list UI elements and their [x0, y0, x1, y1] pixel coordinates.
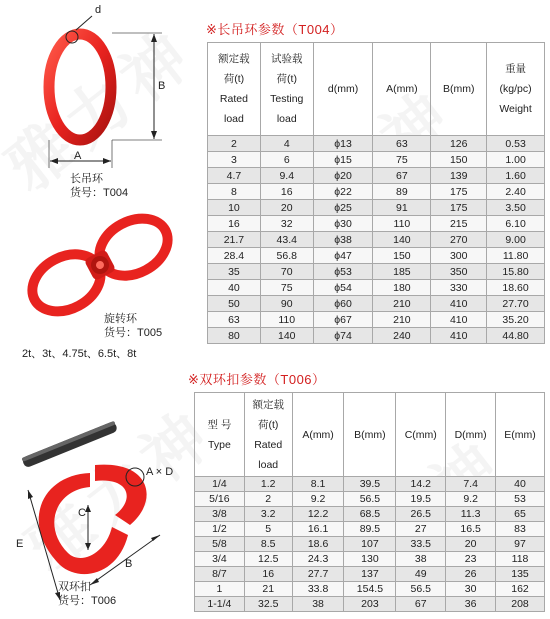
dim-label-b2: B	[125, 558, 133, 570]
t004-cell: 270	[431, 232, 487, 248]
t006-cell: 12.5	[244, 552, 292, 567]
t006-cell: 16.1	[292, 522, 344, 537]
t004-cell: 35	[208, 264, 261, 280]
t004-cell: 410	[431, 312, 487, 328]
t004-cell: ϕ22	[313, 184, 373, 200]
t004-cell: ϕ60	[313, 296, 373, 312]
t004-cell: 3	[208, 152, 261, 168]
t006-title: ※双环扣参数（T006）	[188, 372, 326, 387]
t004-table-row	[208, 136, 545, 152]
t004-cell: 150	[373, 248, 431, 264]
t004-cell: 410	[431, 328, 487, 344]
dim-label-d: d	[95, 4, 102, 16]
t006-header-cell: 额定载 荷(t) Rated load	[244, 393, 292, 477]
swivel-name: 旋转环	[104, 313, 137, 325]
t004-cell: 35.20	[487, 312, 545, 328]
swivel-code: 货号：T005	[104, 327, 163, 339]
t006-cell: 30	[446, 582, 496, 597]
t006-cell: 11.3	[446, 507, 496, 522]
dim-label-e: E	[16, 538, 24, 550]
t004-cell: 21.7	[208, 232, 261, 248]
t006-cell: 23	[446, 552, 496, 567]
t004-cell: 126	[431, 136, 487, 152]
t006-cell: 83	[496, 522, 545, 537]
t006-cell: 38	[292, 597, 344, 612]
t004-table-row	[208, 232, 545, 248]
t004-cell: ϕ38	[313, 232, 373, 248]
t004-cell: 0.53	[487, 136, 545, 152]
t006-cell: 32.5	[244, 597, 292, 612]
pin-shape	[21, 421, 118, 469]
t004-cell: 2	[208, 136, 261, 152]
t004-table-row	[208, 248, 545, 264]
double-ring-name: 双环扣	[58, 581, 91, 593]
t006-cell: 27.7	[292, 567, 344, 582]
t004-cell: 180	[373, 280, 431, 296]
dim-label-c: C	[78, 507, 86, 519]
t004-cell: 6.10	[487, 216, 545, 232]
t006-cell: 56.5	[344, 492, 396, 507]
t004-cell: 330	[431, 280, 487, 296]
t004-cell: 6	[260, 152, 313, 168]
t004-cell: 210	[373, 312, 431, 328]
t006-table-row	[195, 507, 545, 522]
t006-table-row	[195, 522, 545, 537]
t004-cell: 240	[373, 328, 431, 344]
t004-header-cell: 额定载 荷(t) Rated load	[208, 43, 261, 136]
t006-cell: 56.5	[396, 582, 446, 597]
t006-cell: 12.2	[292, 507, 344, 522]
t006-header-cell: D(mm)	[446, 393, 496, 477]
t006-cell: 8/7	[195, 567, 245, 582]
t006-cell: 1/4	[195, 477, 245, 492]
t006-cell: 26.5	[396, 507, 446, 522]
t004-header-cell: 试验载 荷(t) Testing load	[260, 43, 313, 136]
t004-header-cell: A(mm)	[373, 43, 431, 136]
t004-cell: 11.80	[487, 248, 545, 264]
t006-cell: 14.2	[396, 477, 446, 492]
t006-cell: 20	[446, 537, 496, 552]
t004-header-cell: 重量 (kg/pc) Weight	[487, 43, 545, 136]
t006-cell: 39.5	[344, 477, 396, 492]
t004-cell: 75	[260, 280, 313, 296]
t006-cell: 1.2	[244, 477, 292, 492]
t006-cell: 27	[396, 522, 446, 537]
t004-cell: 67	[373, 168, 431, 184]
t006-cell: 49	[396, 567, 446, 582]
t006-spec-table	[194, 392, 545, 612]
t006-cell: 1-1/4	[195, 597, 245, 612]
t004-cell: 15.80	[487, 264, 545, 280]
t006-cell: 9.2	[292, 492, 344, 507]
t006-cell: 33.8	[292, 582, 344, 597]
t006-cell: 68.5	[344, 507, 396, 522]
t006-header-cell: B(mm)	[344, 393, 396, 477]
t004-cell: 63	[373, 136, 431, 152]
t004-cell: ϕ54	[313, 280, 373, 296]
t004-cell: 10	[208, 200, 261, 216]
long-ring-code: 货号：T004	[70, 187, 129, 199]
t006-table-row	[195, 477, 545, 492]
t006-cell: 203	[344, 597, 396, 612]
t004-cell: 91	[373, 200, 431, 216]
t004-table-row	[208, 200, 545, 216]
t006-cell: 137	[344, 567, 396, 582]
t006-header-cell: 型 号 Type	[195, 393, 245, 477]
t006-table-row	[195, 567, 545, 582]
t004-cell: 210	[373, 296, 431, 312]
t004-cell: 50	[208, 296, 261, 312]
long-ring-shape	[49, 34, 111, 140]
t004-cell: 44.80	[487, 328, 545, 344]
t004-table-row	[208, 296, 545, 312]
t004-cell: ϕ53	[313, 264, 373, 280]
t006-table-row	[195, 582, 545, 597]
t004-cell: 110	[260, 312, 313, 328]
t004-cell: ϕ30	[313, 216, 373, 232]
t006-cell: 53	[496, 492, 545, 507]
t004-cell: 1.00	[487, 152, 545, 168]
t006-cell: 19.5	[396, 492, 446, 507]
t004-cell: 32	[260, 216, 313, 232]
t004-spec-table	[207, 42, 545, 344]
t004-cell: 185	[373, 264, 431, 280]
t006-cell: 3/4	[195, 552, 245, 567]
t004-cell: 410	[431, 296, 487, 312]
t004-cell: 9.00	[487, 232, 545, 248]
t004-cell: 110	[373, 216, 431, 232]
dim-label-axd: A × D	[146, 466, 174, 478]
t004-cell: 18.60	[487, 280, 545, 296]
double-ring-diagram	[0, 415, 200, 614]
t006-cell: 16	[244, 567, 292, 582]
t004-cell: 3.50	[487, 200, 545, 216]
t004-cell: ϕ15	[313, 152, 373, 168]
t004-cell: 350	[431, 264, 487, 280]
t006-cell: 24.3	[292, 552, 344, 567]
t004-cell: 16	[260, 184, 313, 200]
t006-header-cell: E(mm)	[496, 393, 545, 477]
t004-cell: 28.4	[208, 248, 261, 264]
t006-cell: 2	[244, 492, 292, 507]
t004-table-row	[208, 312, 545, 328]
t004-cell: 140	[260, 328, 313, 344]
t004-table-row	[208, 184, 545, 200]
t006-cell: 208	[496, 597, 545, 612]
t004-cell: 43.4	[260, 232, 313, 248]
t004-table-row	[208, 152, 545, 168]
t004-cell: 215	[431, 216, 487, 232]
long-ring-diagram	[0, 0, 200, 200]
t004-cell: 70	[260, 264, 313, 280]
t006-cell: 38	[396, 552, 446, 567]
dim-label-a: A	[74, 150, 82, 162]
t006-cell: 1/2	[195, 522, 245, 537]
t006-cell: 9.2	[446, 492, 496, 507]
t004-table-row	[208, 328, 545, 344]
t006-cell: 107	[344, 537, 396, 552]
t004-cell: 63	[208, 312, 261, 328]
t006-cell: 3.2	[244, 507, 292, 522]
t004-cell: 16	[208, 216, 261, 232]
t004-cell: ϕ74	[313, 328, 373, 344]
t004-cell: 89	[373, 184, 431, 200]
t006-cell: 130	[344, 552, 396, 567]
t006-cell: 8.5	[244, 537, 292, 552]
t006-cell: 135	[496, 567, 545, 582]
t004-cell: 139	[431, 168, 487, 184]
t004-cell: 4	[260, 136, 313, 152]
t004-cell: 8	[208, 184, 261, 200]
t006-cell: 1	[195, 582, 245, 597]
t006-table-row	[195, 552, 545, 567]
t004-cell: ϕ20	[313, 168, 373, 184]
t006-cell: 5/8	[195, 537, 245, 552]
t004-header-cell: B(mm)	[431, 43, 487, 136]
t006-cell: 8.1	[292, 477, 344, 492]
t004-header-cell: d(mm)	[313, 43, 373, 136]
t006-cell: 33.5	[396, 537, 446, 552]
t004-cell: 27.70	[487, 296, 545, 312]
t006-table-row	[195, 537, 545, 552]
t006-header-cell: C(mm)	[396, 393, 446, 477]
t004-cell: 175	[431, 200, 487, 216]
t004-cell: ϕ25	[313, 200, 373, 216]
t006-table-row	[195, 492, 545, 507]
t006-cell: 26	[446, 567, 496, 582]
t006-cell: 65	[496, 507, 545, 522]
t006-cell: 21	[244, 582, 292, 597]
t006-cell: 154.5	[344, 582, 396, 597]
t004-cell: ϕ13	[313, 136, 373, 152]
long-ring-name: 长吊环	[70, 173, 103, 185]
dim-label-b: B	[158, 80, 166, 92]
t006-cell: 40	[496, 477, 545, 492]
t004-table-row	[208, 280, 545, 296]
t004-cell: 300	[431, 248, 487, 264]
t004-cell: 9.4	[260, 168, 313, 184]
t004-cell: 1.60	[487, 168, 545, 184]
t006-table-row	[195, 597, 545, 612]
t006-cell: 162	[496, 582, 545, 597]
t006-cell: 3/8	[195, 507, 245, 522]
swivel-ring-diagram	[0, 205, 200, 325]
t004-cell: 75	[373, 152, 431, 168]
t006-cell: 7.4	[446, 477, 496, 492]
t004-cell: 175	[431, 184, 487, 200]
t004-cell: 56.8	[260, 248, 313, 264]
t006-cell: 97	[496, 537, 545, 552]
t004-cell: 150	[431, 152, 487, 168]
t004-cell: 80	[208, 328, 261, 344]
t004-cell: 140	[373, 232, 431, 248]
t004-cell: 2.40	[487, 184, 545, 200]
t006-cell: 36	[446, 597, 496, 612]
t006-cell: 5/16	[195, 492, 245, 507]
t004-title: ※长吊环参数（T004）	[206, 22, 344, 37]
t004-cell: 20	[260, 200, 313, 216]
swivel-sizes: 2t、3t、4.75t、6.5t、8t	[22, 348, 137, 360]
t004-table-row	[208, 264, 545, 280]
t004-cell: 90	[260, 296, 313, 312]
t004-cell: ϕ67	[313, 312, 373, 328]
t006-cell: 67	[396, 597, 446, 612]
t006-cell: 118	[496, 552, 545, 567]
t004-table-row	[208, 168, 545, 184]
t004-cell: 4.7	[208, 168, 261, 184]
t006-cell: 89.5	[344, 522, 396, 537]
double-ring-code: 货号：T006	[58, 595, 117, 607]
t006-header-cell: A(mm)	[292, 393, 344, 477]
t004-cell: 40	[208, 280, 261, 296]
t006-cell: 18.6	[292, 537, 344, 552]
t004-cell: ϕ47	[313, 248, 373, 264]
t006-cell: 16.5	[446, 522, 496, 537]
t004-table-row	[208, 216, 545, 232]
t006-cell: 5	[244, 522, 292, 537]
